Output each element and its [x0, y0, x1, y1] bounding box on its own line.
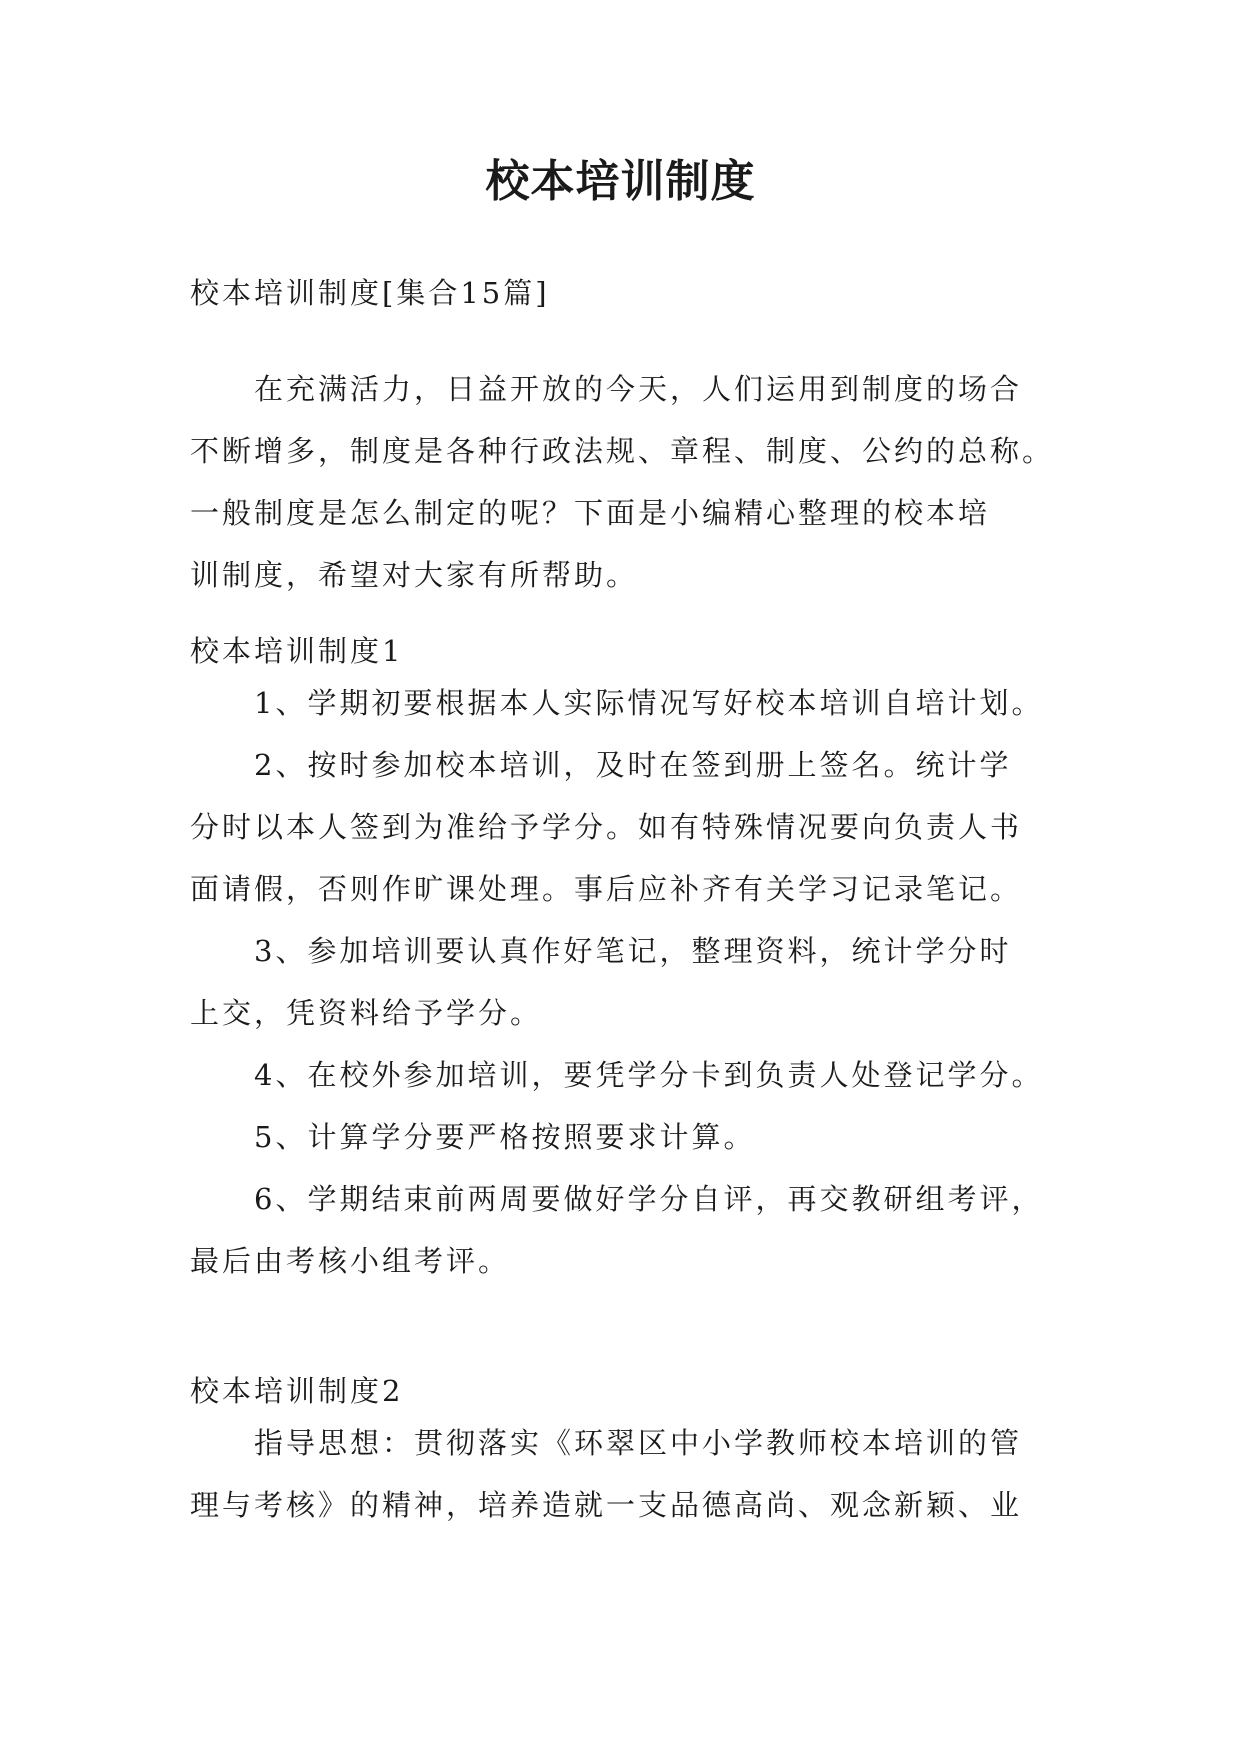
rule-item-3-cont: 上交，凭资料给予学分。	[190, 996, 543, 1030]
intro-line: 一般制度是怎么制定的呢？下面是小编精心整理的校本培	[190, 496, 991, 530]
intro-line: 不断增多，制度是各种行政法规、章程、制度、公约的总称。	[190, 434, 1055, 468]
rule-item-1: 1、学期初要根据本人实际情况写好校本培训自培计划。	[254, 686, 1044, 720]
intro-line: 训制度，希望对大家有所帮助。	[190, 558, 639, 592]
section-heading-2: 校本培训制度2	[190, 1374, 404, 1408]
section1-body	[190, 672, 1070, 1292]
intro-paragraph	[190, 358, 1070, 606]
rule-item-5: 5、计算学分要严格按照要求计算。	[254, 1120, 756, 1154]
section2-body	[190, 1412, 1070, 1536]
rule-item-6: 6、学期结束前两周要做好学分自评，再交教研组考评，	[254, 1182, 1044, 1216]
rule-item-4: 4、在校外参加培训，要凭学分卡到负责人处登记学分。	[254, 1058, 1044, 1092]
document-subtitle: 校本培训制度[集合15篇]	[190, 276, 550, 310]
rule-item-2: 2、按时参加校本培训，及时在签到册上签名。统计学	[254, 748, 1012, 782]
guiding-thought-line: 理与考核》的精神，培养造就一支品德高尚、观念新颖、业	[190, 1488, 1023, 1522]
document-title: 校本培训制度	[485, 156, 756, 207]
section-heading-1: 校本培训制度1	[190, 634, 404, 668]
rule-item-2-cont: 面请假，否则作旷课处理。事后应补齐有关学习记录笔记。	[190, 872, 1023, 906]
guiding-thought-line: 指导思想：贯彻落实《环翠区中小学教师校本培训的管	[254, 1426, 1023, 1460]
intro-line: 在充满活力，日益开放的今天，人们运用到制度的场合	[254, 372, 1023, 406]
rule-item-3: 3、参加培训要认真作好笔记，整理资料，统计学分时	[254, 934, 1012, 968]
rule-item-6-cont: 最后由考核小组考评。	[190, 1244, 511, 1278]
rule-item-2-cont: 分时以本人签到为准给予学分。如有特殊情况要向负责人书	[190, 810, 1023, 844]
